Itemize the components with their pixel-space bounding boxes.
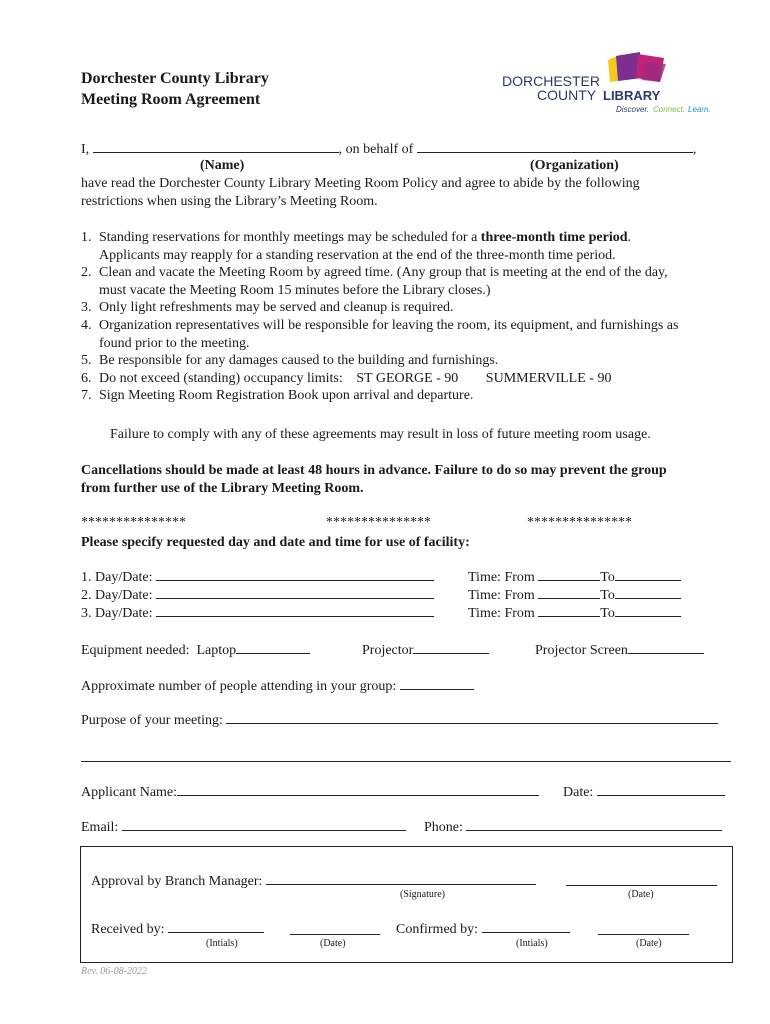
on-behalf-label: , on behalf of <box>338 142 414 157</box>
rule-item: 3. Only light refreshments may be served and cleanup is required. <box>81 300 454 316</box>
email-row: Email: <box>81 818 406 837</box>
time-row-1: Time: From To <box>468 568 681 587</box>
applicant-name-field[interactable] <box>177 783 539 796</box>
applicant-row: Applicant Name: <box>81 783 539 802</box>
rule-item: 6. Do not exceed (standing) occupancy limits: ST GEORGE - 90 SUMMERVILLE - 90 <box>81 370 612 386</box>
confirmed-initials-field[interactable] <box>482 920 570 933</box>
request-heading: Please specify requested day and date and time for use of facility: <box>81 535 470 550</box>
logo-line-2a: COUNTY <box>537 87 597 103</box>
cancellation-line-2: from further use of the Library Meeting Room. <box>81 481 364 496</box>
rule-item: 1. Standing reservations for monthly meetings may be scheduled for a three-month time period. Applicants may reapply for a standing reservation at the end of the three-month time period. <box>81 230 632 263</box>
title-line-2: Meeting Room Agreement <box>81 91 261 108</box>
name-caption: (Name) <box>200 158 245 173</box>
library-logo <box>500 48 715 118</box>
date-row-2: 2. Day/Date: <box>81 586 434 605</box>
time-from-field[interactable] <box>538 586 600 599</box>
received-date-caption: (Date) <box>320 938 346 949</box>
phone-field[interactable] <box>466 818 722 831</box>
received-initials-field[interactable] <box>168 920 264 933</box>
time-from-field[interactable] <box>538 604 600 617</box>
date-row-1: 1. Day/Date: <box>81 568 434 587</box>
rule-item: 4. Organization representatives will be responsible for leaving the room, its equipment, and furnishings as found prior to the meeting. <box>81 317 679 351</box>
logo-tagline-1: Discover. <box>616 105 650 114</box>
cancellation-line-1: Cancellations should be made at least 48 hours in advance. Failure to do so may prevent the group <box>81 463 667 478</box>
projector-field[interactable] <box>413 641 489 654</box>
purpose-field[interactable] <box>226 711 718 724</box>
time-to-field[interactable] <box>615 586 681 599</box>
separator: *************** <box>81 515 186 530</box>
page-title <box>81 68 269 110</box>
logo-tagline-3: Learn. <box>688 105 711 114</box>
organization-field[interactable] <box>417 140 693 153</box>
time-from-field[interactable] <box>538 568 600 581</box>
approval-row: Approval by Branch Manager: <box>91 872 536 891</box>
laptop-field[interactable] <box>236 641 310 654</box>
phone-row: Phone: <box>424 818 722 837</box>
confirmed-date-caption: (Date) <box>636 938 662 949</box>
day-date-field[interactable] <box>156 604 434 617</box>
applicant-date-row: Date: <box>563 783 725 802</box>
separator: *************** <box>527 515 632 530</box>
attendance-field[interactable] <box>400 677 474 690</box>
equipment-screen: Projector Screen <box>535 641 704 660</box>
revision-note: Rev. 06-08-2022 <box>81 966 147 977</box>
confirmed-date-field[interactable] <box>598 921 689 935</box>
comma: , <box>692 142 697 157</box>
attendance-row: Approximate number of people attending in your group: <box>81 677 474 696</box>
intro-text-2: restrictions when using the Library’s Meeting Room. <box>81 194 378 209</box>
name-field[interactable] <box>93 140 339 153</box>
manager-signature-field[interactable] <box>266 872 536 885</box>
time-row-3: Time: From To <box>468 604 681 623</box>
i-label: I, <box>81 142 90 157</box>
intro-text-1: have read the Dorchester County Library Meeting Room Policy and agree to abide by the following <box>81 176 640 191</box>
purpose-field-line-2[interactable] <box>81 761 731 762</box>
received-initials-caption: (Intials) <box>206 938 238 949</box>
rule-item: 2. Clean and vacate the Meeting Room by agreed time. (Any group that is meeting at the end of the day, must vacate the Meeting Room 15 minutes before the Library closes.) <box>81 265 668 298</box>
projector-screen-field[interactable] <box>628 641 704 654</box>
signature-caption: (Signature) <box>400 889 445 900</box>
purpose-row: Purpose of your meeting: <box>81 711 718 730</box>
time-row-2: Time: From To <box>468 586 681 605</box>
separator: *************** <box>326 515 431 530</box>
rule-item: 5. Be responsible for any damages caused to the building and furnishings. <box>81 353 499 369</box>
time-to-field[interactable] <box>615 568 681 581</box>
organization-caption: (Organization) <box>530 158 619 173</box>
day-date-field[interactable] <box>156 586 434 599</box>
date-caption: (Date) <box>628 889 654 900</box>
confirmed-row: Confirmed by: <box>396 920 570 939</box>
manager-date-field[interactable] <box>566 872 717 886</box>
applicant-date-field[interactable] <box>597 783 725 796</box>
logo-tagline-2: Connect. <box>653 105 686 114</box>
received-row: Received by: <box>91 920 264 939</box>
date-row-3: 3. Day/Date: <box>81 604 434 623</box>
received-date-field[interactable] <box>290 921 380 935</box>
title-line-1: Dorchester County Library <box>81 70 269 87</box>
confirmed-initials-caption: (Intials) <box>516 938 548 949</box>
logo-line-1: DORCHESTER <box>502 73 601 89</box>
rule-item: 7. Sign Meeting Room Registration Book upon arrival and departure. <box>81 388 474 404</box>
equipment-laptop: Equipment needed: Laptop <box>81 641 310 660</box>
email-field[interactable] <box>122 818 406 831</box>
failure-note: Failure to comply with any of these agreements may result in loss of future meeting room usage. <box>110 427 651 442</box>
rules-list <box>81 229 741 405</box>
day-date-field[interactable] <box>156 568 434 581</box>
equipment-projector: Projector <box>362 641 489 660</box>
logo-line-2b: LIBRARY <box>603 88 661 103</box>
time-to-field[interactable] <box>615 604 681 617</box>
